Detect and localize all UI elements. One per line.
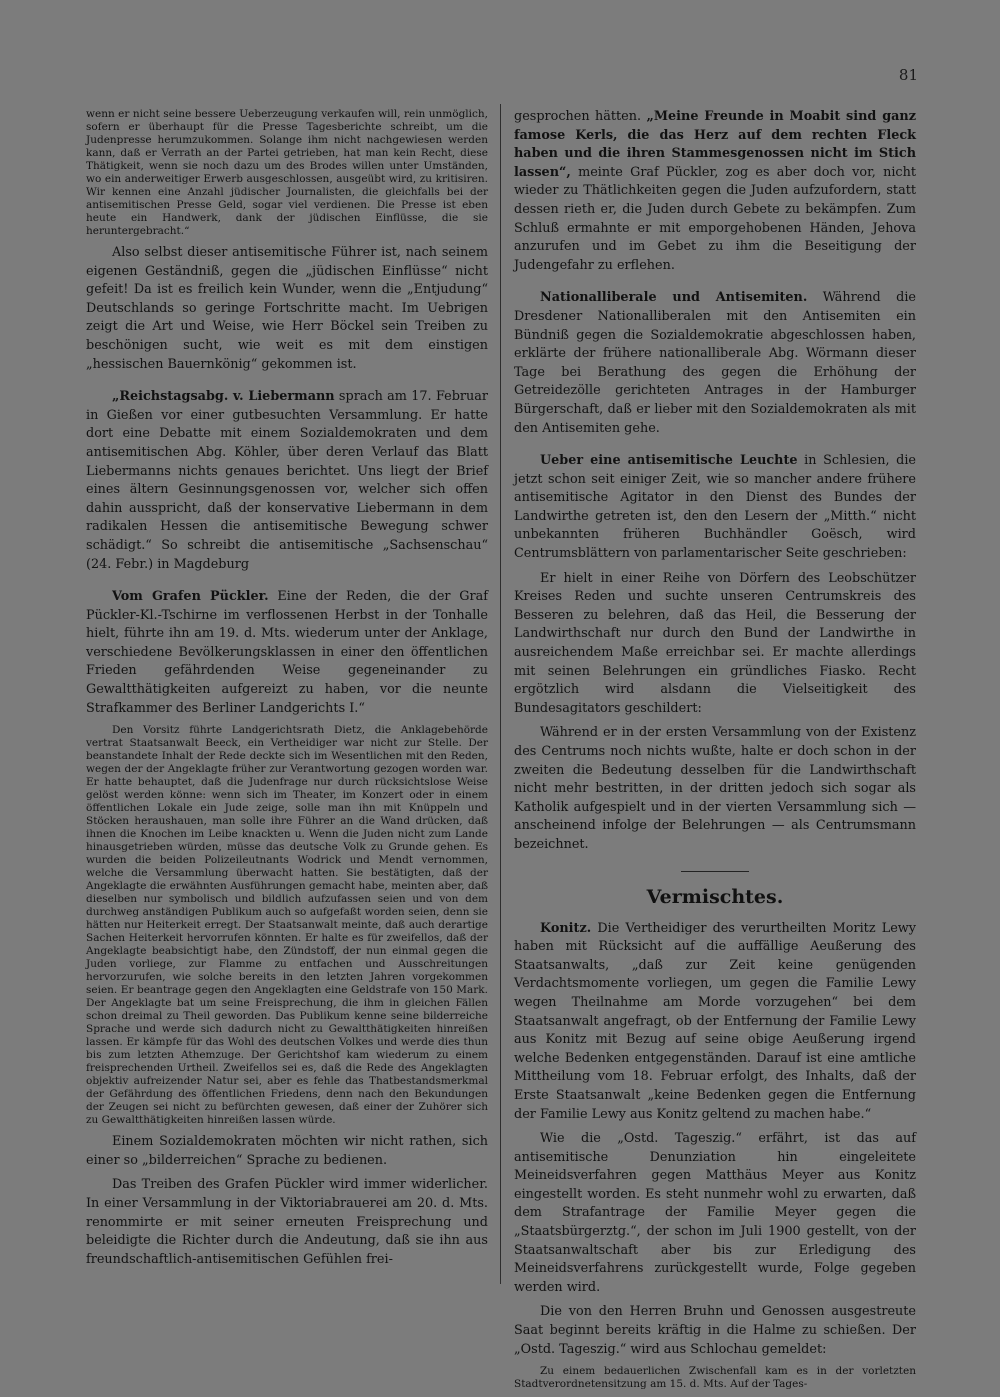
right-paragraph-7: Wie die „Ostd. Tageszig.“ erfährt, ist das auf antisemitische Denunziation hin eingeleitete Meineidsverfahren gegen Matthäus Meyer aus Konitz eingestellt worden. Es steht nunmehr wohl zu erwarten, daß dem Strafantrage der Familie Meyer gegen die „Staatsbürgerztg.“, der schon im Juli 1900 gestellt, von der Staatsanwaltschaft aber bis zur Erledigung des Meineidsverfahrens zurückgestellt wurde, Folge gegeben werden wird.	[514, 1131, 916, 1295]
section-divider	[681, 871, 749, 872]
right-heading-nationalliberale: Nationalliberale und Antisemiten.	[540, 290, 808, 306]
right-column	[514, 108, 916, 1397]
left-paragraph-2: Also selbst dieser antisemitische Führer ist, nach seinem eigenen Geständniß, gegen die „jüdischen Einflüsse“ nicht gefeit! Da ist es freilich kein Wunder, wenn die „Entjudung“ Deutschlands so geringe Fortschritte macht. Im Uebrigen zeigt die Art und Weise, wie Herr Böckel sein Treiben zu beschönigen sucht, wie weit es mit dem einstigen „hessischen Bauernkönig“ gekommen ist.	[86, 245, 488, 372]
right-paragraph-8: Die von den Herren Bruhn und Genossen ausgestreute Saat beginnt bereits kräftig in die Halme zu schießen. Der „Ostd. Tageszig.“ wird aus Schlochau gemeldet:	[514, 1304, 916, 1357]
page-number: 81	[898, 66, 918, 84]
right-paragraph-6	[514, 920, 916, 1125]
left-paragraph-4	[86, 588, 488, 718]
right-paragraph-3	[514, 452, 916, 564]
left-heading-liebermann: „Reichstagsabg. v. Liebermann	[112, 389, 335, 405]
left-paragraph-1: wenn er nicht seine bessere Ueberzeugung verkaufen will, rein unmöglich, sofern er überhaupt für die Presse Tagesberichte schreibt, um die Judenpresse herumzukommen. Solange ihm nicht nachgewiesen werden kann, daß er Verrath an der Partei getrieben, hat man kein Recht, diese Thätigkeit, wenn sie noch dazu um des Brodes willen unter Umständen, wo ein anderweitiger Erwerb ausgeschlossen, ausgeübt wird, zu kritisiren. Wir kennen eine Anzahl jüdischer Journalisten, die gleichfalls bei der antisemitischen Presse Geld, sogar viel verdienen. Die Presse ist eben heute ein Handwerk, dank der jüdischen Einflüsse, die sie heruntergebracht.“	[86, 108, 488, 237]
left-paragraph-4-text: Eine der Reden, die der Graf Pückler-Kl.-Tschirne im verflossenen Herbst in der Tonhalle hielt, führte ihn am 19. d. Mts. wiederum unter der Anklage, verschiedene Bevölkerungsklassen in einer den öffentlichen Frieden gefährdenden Weise gegeneinander zu Gewaltthätigkeiten aufgereizt zu haben, vor die neunte Strafkammer des Berliner Landgerichts I.“	[86, 589, 488, 716]
right-heading-leuchte: Ueber eine antisemitische Leuchte	[540, 453, 798, 469]
right-paragraph-2-text: Während die Dresdener Nationalliberalen mit den Antisemiten ein Bündniß gegen die Sozialdemokratie abgeschlossen haben, erklärte der frühere nationalliberale Abg. Wörmann dieser Tage bei Berathung des gegen die Erhöhung der Getreidezölle gerichteten Antrages in der Hamburger Bürgerschaft, daß er lieber mit den Sozialdemokraten als mit den Antisemiten gehe.	[514, 290, 917, 436]
right-paragraph-5: Während er in der ersten Versammlung von der Existenz des Centrums noch nichts wußte, halte er doch schon in der zweiten die Bedeutung desselben für die Landwirthschaft nicht mehr bestritten, in der dritten jedoch sich sogar als Katholik aufgespielt und in der vierten Versammlung sich — anscheinend infolge der Belehrungen — als Centrumsmann bezeichnet.	[514, 725, 916, 852]
left-paragraph-5: Den Vorsitz führte Landgerichtsrath Dietz, die Anklagebehörde vertrat Staatsanwalt Beeck, ein Vertheidiger war nicht zur Stelle. Der beanstandete Inhalt der Rede deckte sich im Wesentlichen mit den Reden, wegen der der Angeklagte früher zur Verantwortung gezogen worden war. Er hatte behauptet, daß die Judenfrage nur durch rücksichtslose Weise gelöst werden könne: wenn sich im Theater, im Konzert oder in einem öffentlichen Lokale ein Jude zeige, solle man ihn mit Knüppeln und Stöcken heraushauen, man solle ihre Führer an die Wand drücken, daß ihnen die Knochen im Leibe knackten u. Wenn die Juden nicht zum Lande hinausgetrieben würden, müsse das deutsche Volk zu Grunde gehen. Es wurden die beiden Polizeileutnants Wodrick und Mendt vernommen, welche die Versammlung überwacht hatten. Sie bestätigten, daß der Angeklagte die erwähnten Ausführungen gemacht habe, meinten aber, daß dieselben nur symbolisch und bildlich aufzufassen seien und von dem durchweg anständigen Publikum auch so aufgefaßt worden seien, denn sie hätten nur Heiterkeit erregt. Der Staatsanwalt meinte, daß auch derartige Sachen Heiterkeit hervorrufen könnten. Er halte es für zweifellos, daß der Angeklagte beabsichtigt habe, den Zündstoff, der nun einmal gegen die Juden vorliege, zur Flamme zu entfachen und Ausschreitungen hervorzurufen, wie solche bereits in den letzten Jahren vorgekommen seien. Er beantrage gegen den Angeklagten eine Geldstrafe von 150 Mark. Der Angeklagte bat um seine Freisprechung, die ihm in gleichen Fällen schon dreimal zu Theil geworden. Das Publikum kenne seine bilderreiche Sprache und werde sich dadurch nicht zu Gewaltthätigkeiten hinreißen lassen. Er kämpfe für das Wohl des deutschen Volkes und werde dies thun bis zum letzten Athemzuge. Der Gerichtshof kam wiederum zu einem freisprechenden Urtheil. Zweifellos sei es, daß die Rede des Angeklagten objektiv aufreizender Natur sei, aber es fehle das Thatbestandsmerkmal der Gefährdung des öffentlichen Friedens, denn nach den Bekundungen der Zeugen sei nicht zu befürchten gewesen, daß einer der Zuhörer sich zu Gewaltthätigkeiten hinreißen lassen würde.	[86, 724, 488, 1127]
right-paragraph-1-pre: gesprochen hätten.	[514, 109, 647, 124]
column-divider	[500, 104, 501, 1284]
right-heading-quote: „Meine Freunde in Moabit sind ganz famose Kerls, die das Herz auf dem rechten Fleck haben und die ihren Stammesgenossen nicht im Stich lassen“,	[514, 109, 917, 180]
right-paragraph-3-text: in Schlesien, die jetzt schon seit einiger Zeit, wie so mancher andere frühere antisemitische Agitator in den Dienst des Bundes der Landwirthe getreten ist, den den Lesern der „Mitth.“ nicht unbekannten früheren Buchhändler Goësch, wird Centrumsblättern von parlamentarischer Seite geschrieben:	[514, 453, 916, 562]
left-paragraph-6: Einem Sozialdemokraten möchten wir nicht rathen, sich einer so „bilderreichen“ Sprache zu bedienen.	[86, 1134, 488, 1168]
left-paragraph-3	[86, 388, 488, 574]
left-paragraph-7: Das Treiben des Grafen Pückler wird immer widerlicher. In einer Versammlung in der Viktoriabrauerei am 20. d. Mts. renommirte er mit seiner erneuten Freisprechung und beleidigte die Richter durch die Andeutung, daß sie ihn aus freundschaftlich-antisemitischen Gefühlen frei-	[86, 1177, 488, 1267]
right-paragraph-1-text: meinte Graf Pückler, zog es aber doch vor, nicht wieder zu Thätlichkeiten gegen die Juden aufzufordern, statt dessen rieth er, die Juden durch Gebete zu bekämpfen. Zum Schluß ermahnte er mit emporgehobenen Händen, Jehova anzurufen und im Gebet zu ihm die Beseitigung der Judengefahr zu erflehen.	[514, 164, 916, 273]
left-column	[86, 108, 488, 1275]
left-heading-pueckler: Vom Grafen Pückler.	[112, 589, 269, 605]
right-paragraph-4: Er hielt in einer Reihe von Dörfern des Leobschützer Kreises Reden und suchte unseren Centrumskreis des Besseren zu belehren, daß das Heil, die Besserung der Landwirthschaft nur durch den Bund der Landwirthe in ausreichendem Maße erreichbar sei. Er machte allerdings mit seinen Belehrungen ein gründliches Fiasko. Recht ergötzlich wird alsdann die Vielseitigkeit des Bundesagitators geschildert:	[514, 570, 916, 716]
right-heading-konitz: Konitz.	[540, 920, 592, 936]
left-paragraph-3-text: sprach am 17. Februar in Gießen vor einer gutbesuchten Versammlung. Er hatte dort eine Debatte mit einem Sozialdemokraten und dem antisemitischen Abg. Köhler, über deren Verlauf das Blatt Liebermanns nichts genaues berichtet. Uns liegt der Brief eines ältern Gesinnungsgenossen vor, welcher sich offen dahin ausspricht, daß der konservative Liebermann in dem radikalen Hessen die antisemitische Bewegung schwer schädigt.“ So schreibt die antisemitische „Sachsenschau“ (24. Febr.) in Magdeburg	[86, 389, 488, 572]
right-paragraph-6-text: Die Vertheidiger des verurtheilten Moritz Lewy haben mit Rücksicht auf die auffällige Aeußerung des Staatsanwalts, „daß zur Zeit keine genügenden Verdachtsmomente vorliegen, um gegen die Familie Lewy wegen Theilnahme am Morde vorzugehen“ bei dem Staatsanwalt angefragt, ob der Entfernung der Familie Lewy aus Konitz mit Bezug auf seine obige Aeußerung irgend welche Bedenken entgegenständen. Darauf ist eine amtliche Mittheilung vom 18. Februar erfolgt, des Inhalts, daß der Erste Staatsanwalt „keine Bedenken gegen die Entfernung der Familie Lewy aus Konitz geltend zu machen habe.“	[514, 920, 916, 1122]
right-paragraph-2	[514, 289, 916, 438]
section-title: Vermischtes.	[646, 885, 784, 908]
right-paragraph-9: Zu einem bedauerlichen Zwischenfall kam es in der vorletzten Stadtverordnetensitzung am 15. d. Mts. Auf der Tages-	[514, 1365, 916, 1391]
right-paragraph-1	[514, 108, 916, 275]
